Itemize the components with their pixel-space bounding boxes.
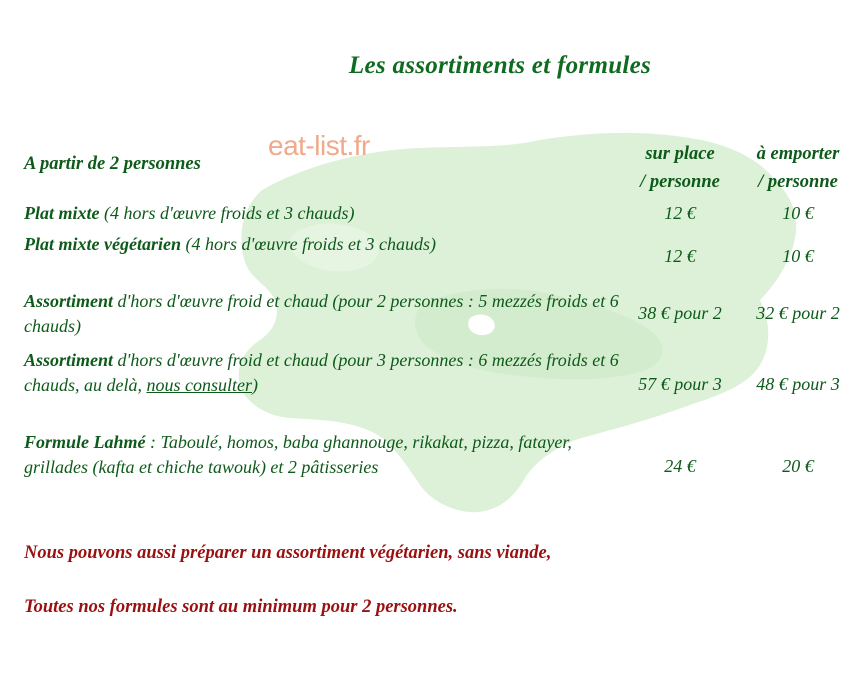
section-subtitle: A partir de 2 personnes [24,154,201,174]
column-header-sur-place-line2: / personne [640,172,720,192]
menu-item-description: (4 hors d'œuvre froids et 3 chauds) [180,234,436,254]
menu-item-description: (4 hors d'œuvre froids et 3 chauds) [99,203,355,223]
menu-item-description: : Taboulé, homos, baba ghannouge, rikakat, pizza, fatayer, grillades (kafta et chiche tawouk) et 2 pâtisseries [24,432,572,477]
menu-item-name: Plat mixte végétarien [24,234,181,254]
price-emporter: 10 € [782,203,814,223]
price-emporter: 32 € pour 2 [756,303,840,323]
column-header-emporter-line1: à emporter [756,144,840,164]
menu-item-description: d'hors d'œuvre froid et chaud (pour 3 personnes : 6 mezzés froids et 6 chauds, au delà, [24,350,619,395]
watermark-text: eat-list.fr [268,130,370,161]
page-title: Les assortiments et formules [348,52,652,79]
price-emporter: 20 € [782,456,814,476]
menu-item-name: Plat mixte [24,203,100,223]
price-emporter: 10 € [782,246,814,266]
price-sur-place: 38 € pour 2 [638,303,722,323]
price-sur-place: 24 € [664,456,696,476]
menu-item-name: Formule Lahmé [24,432,146,452]
note-minimum: Toutes nos formules sont au minimum pour 2 personnes. [24,597,458,617]
menu-row-plat-mixte-vegetarien [24,232,624,257]
price-sur-place: 12 € [664,203,696,223]
price-sur-place: 12 € [664,246,696,266]
menu-item-description-end: ) [251,375,258,395]
column-header-emporter [738,140,858,196]
price-emporter: 48 € pour 3 [756,374,840,394]
menu-row-assortiment-3 [24,348,624,398]
column-header-emporter-line2: / personne [758,172,838,192]
price-sur-place: 57 € pour 3 [638,374,722,394]
menu-row-assortiment-2 [24,289,624,339]
consult-link[interactable]: nous consulter [146,375,252,395]
column-header-sur-place [620,140,740,196]
menu-item-name: Assortiment [24,350,114,370]
column-header-sur-place-line1: sur place [645,144,715,164]
menu-item-description: d'hors d'œuvre froid et chaud (pour 2 personnes : 5 mezzés froids et 6 chauds) [24,291,619,336]
menu-row-plat-mixte [24,201,624,226]
menu-item-name: Assortiment [24,291,114,311]
note-vegetarian: Nous pouvons aussi préparer un assortiment végétarien, sans viande, [24,543,552,563]
menu-row-formule-lahme [24,430,594,480]
